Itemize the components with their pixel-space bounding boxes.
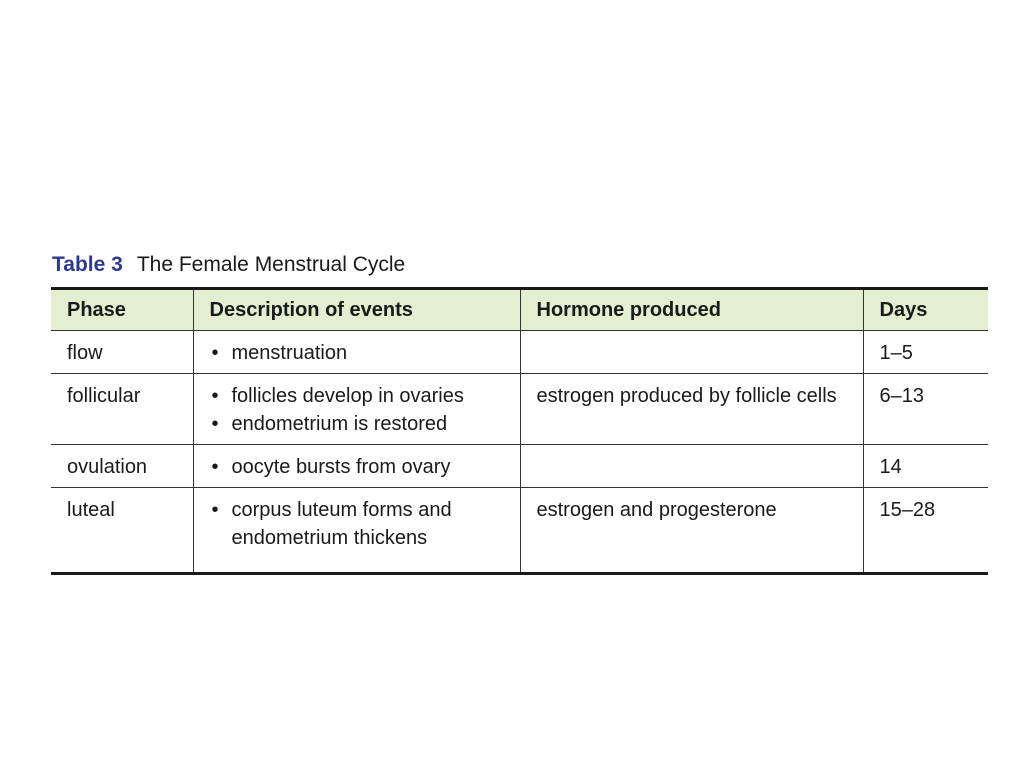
table-number: Table 3 — [52, 253, 123, 276]
description-cell — [193, 488, 520, 574]
table-row — [51, 445, 988, 488]
header-description: Description of events — [193, 289, 520, 331]
hormone-cell — [520, 331, 863, 374]
days-cell: 1–5 — [863, 331, 988, 374]
phase-cell: luteal — [51, 488, 193, 574]
menstrual-cycle-table — [51, 287, 988, 575]
phase-cell: ovulation — [51, 445, 193, 488]
header-days: Days — [863, 289, 988, 331]
list-item: • endometrium is restored — [210, 410, 506, 438]
header-hormone: Hormone produced — [520, 289, 863, 331]
list-item: • follicles develop in ovaries — [210, 382, 506, 410]
table-row — [51, 331, 988, 374]
phase-cell: flow — [51, 331, 193, 374]
list-item: • corpus luteum forms and endometrium thickens — [210, 496, 506, 552]
days-cell: 15–28 — [863, 488, 988, 574]
hormone-cell: estrogen produced by follicle cells — [520, 374, 863, 445]
days-cell: 14 — [863, 445, 988, 488]
list-item: • oocyte bursts from ovary — [210, 453, 506, 481]
hormone-cell — [520, 445, 863, 488]
days-cell: 6–13 — [863, 374, 988, 445]
events-list — [210, 496, 506, 552]
table-title: The Female Menstrual Cycle — [136, 253, 406, 276]
description-cell — [193, 374, 520, 445]
table-row — [51, 488, 988, 574]
table-caption — [52, 252, 405, 278]
events-list — [210, 382, 506, 438]
list-item: • menstruation — [210, 339, 506, 367]
description-cell — [193, 331, 520, 374]
description-cell — [193, 445, 520, 488]
table-header-row — [51, 289, 988, 331]
events-list — [210, 453, 506, 481]
events-list — [210, 339, 506, 367]
hormone-cell: estrogen and progesterone — [520, 488, 863, 574]
header-phase: Phase — [51, 289, 193, 331]
phase-cell: follicular — [51, 374, 193, 445]
table-row — [51, 374, 988, 445]
